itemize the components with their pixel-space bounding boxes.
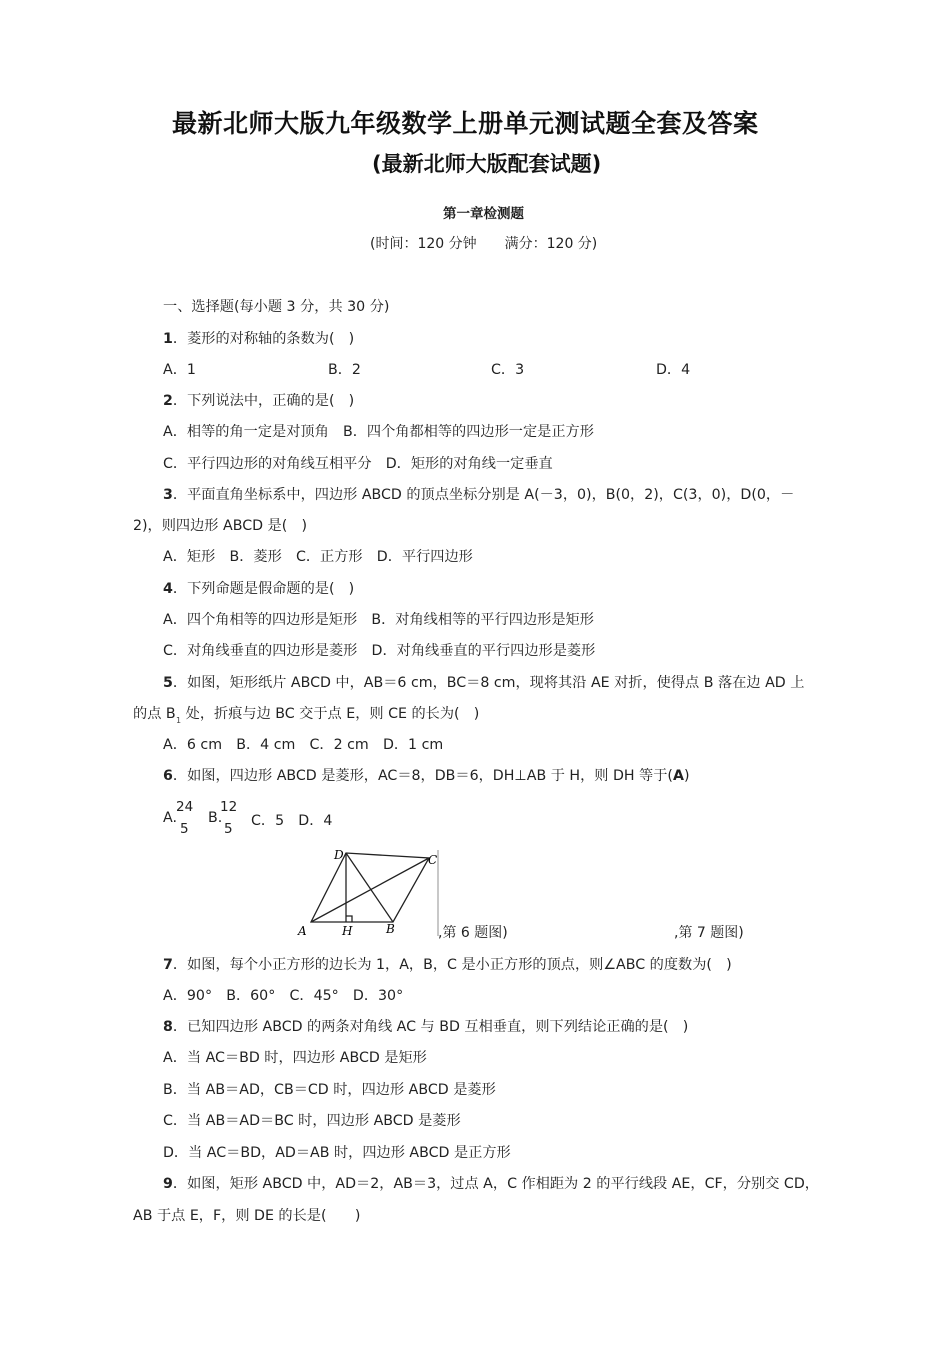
question-number: 8 <box>163 1019 173 1035</box>
label-a: A <box>298 924 307 938</box>
q6-options-c-d: C．5 D．4 <box>251 813 333 829</box>
question-text: ．下列命题是假命题的是( ) <box>172 581 355 597</box>
figure-7-caption: ,第 7 题图) <box>674 925 744 941</box>
question-number: 6 <box>163 768 173 784</box>
q4-options-line-1: A．四个角相等的四边形是矩形 B．对角线相等的平行四边形是矩形 <box>163 612 594 628</box>
q2-options-line-1: A．相等的角一定是对顶角 B．四个角都相等的四边形一定是正方形 <box>163 424 594 440</box>
question-text: ．如图，每个小正方形的边长为 1，A，B，C 是小正方形的顶点，则∠ABC 的度数为( ) <box>172 957 732 973</box>
question-text: ．如图，矩形纸片 ABCD 中，AB＝6 cm，BC＝8 cm，现将其沿 AE 对折，使得点 B 落在边 AD 上 <box>172 675 805 691</box>
question-number: 2 <box>163 393 173 409</box>
question-text: ．菱形的对称轴的条数为( ) <box>172 331 355 347</box>
q1-option-d: D．4 <box>656 362 691 378</box>
question-2 <box>163 390 354 410</box>
q1-option-b: B．2 <box>328 362 361 378</box>
q6-option-b-label: B. <box>208 810 223 826</box>
b1-subscript: 1 <box>176 716 182 725</box>
question-number: 3 <box>163 487 173 503</box>
question-8 <box>163 1016 688 1036</box>
q3-continuation: 2)，则四边形 ABCD 是( ) <box>133 518 307 534</box>
question-number: 9 <box>163 1176 173 1192</box>
figure-6-rhombus <box>292 846 452 941</box>
question-text: ．如图，矩形 ABCD 中，AD＝2，AB＝3，过点 A，C 作相距为 2 的平行线段 AE，CF，分别交 CD， <box>172 1176 819 1192</box>
q3-options: A．矩形 B．菱形 C．正方形 D．平行四边形 <box>163 549 473 565</box>
q4-options-line-2: C．对角线垂直的四边形是菱形 D．对角线垂直的平行四边形是菱形 <box>163 643 596 659</box>
question-7 <box>163 954 732 974</box>
label-h: H <box>342 924 353 938</box>
right-angle-mark <box>346 916 352 922</box>
question-3 <box>163 484 794 504</box>
q6-option-a-numerator: 24 <box>176 799 194 815</box>
q6-option-b-numerator: 12 <box>220 799 238 815</box>
question-number: 4 <box>163 581 173 597</box>
q2-options-line-2: C．平行四边形的对角线互相平分 D．矩形的对角线一定垂直 <box>163 456 553 472</box>
question-text: ．如图，四边形 ABCD 是菱形，AC＝8，DB＝6，DH⊥AB 于 H，则 DH 等于( <box>172 768 673 784</box>
diagonal-db <box>346 853 393 922</box>
question-1 <box>163 328 354 348</box>
question-text: ．平面直角坐标系中，四边形 ABCD 的顶点坐标分别是 A(－3，0)，B(0，2)，C(3，0)，D(0，－ <box>172 487 795 503</box>
question-number: 5 <box>163 675 173 691</box>
question-9 <box>163 1173 819 1193</box>
figure-6-caption: ,第 6 题图) <box>438 925 508 941</box>
q6-option-a-label: A. <box>163 810 177 826</box>
question-text: ．已知四边形 ABCD 的两条对角线 AC 与 BD 互相垂直，则下列结论正确的是( ) <box>172 1019 689 1035</box>
q1-option-a: A．1 <box>163 362 196 378</box>
question-5 <box>163 672 804 692</box>
q1-option-c: C．3 <box>491 362 525 378</box>
q5-options: A．6 cm B．4 cm C．2 cm D．1 cm <box>163 737 444 753</box>
q5-continuation-a: 的点 B <box>133 706 176 722</box>
question-number: 7 <box>163 957 173 973</box>
label-b: B <box>386 922 395 936</box>
label-d: D <box>334 848 344 862</box>
question-text-end: ) <box>683 768 690 784</box>
question-text: ．下列说法中，正确的是( ) <box>172 393 355 409</box>
question-6 <box>163 765 690 785</box>
q8-option-c: C．当 AB＝AD＝BC 时，四边形 ABCD 是菱形 <box>163 1113 461 1129</box>
q6-option-b-denominator: 5 <box>224 821 233 837</box>
document-title: 最新北师大版九年级数学上册单元测试题全套及答案 <box>172 109 759 138</box>
label-c: C <box>428 853 438 867</box>
q7-options: A．90° B．60° C．45° D．30° <box>163 988 404 1004</box>
answer-mark: A <box>672 768 684 784</box>
q8-option-a: A．当 AC＝BD 时，四边形 ABCD 是矩形 <box>163 1050 427 1066</box>
q8-option-b: B．当 AB＝AD，CB＝CD 时，四边形 ABCD 是菱形 <box>163 1082 496 1098</box>
chapter-heading: 第一章检测题 <box>443 206 524 222</box>
q6-option-a-denominator: 5 <box>180 821 189 837</box>
q8-option-d: D．当 AC＝BD，AD＝AB 时，四边形 ABCD 是正方形 <box>163 1145 511 1161</box>
time-score-info: (时间：120 分钟 满分：120 分) <box>370 236 598 252</box>
q5-continuation-b: 处，折痕与边 BC 交于点 E，则 CE 的长为( ) <box>185 706 480 722</box>
q9-continuation: AB 于点 E，F，则 DE 的长是( ) <box>133 1208 361 1224</box>
section-heading: 一、选择题(每小题 3 分，共 30 分) <box>163 299 390 315</box>
document-subtitle: (最新北师大版配套试题) <box>372 152 602 176</box>
question-number: 1 <box>163 331 173 347</box>
q5-continuation <box>133 703 479 723</box>
question-4 <box>163 578 354 598</box>
